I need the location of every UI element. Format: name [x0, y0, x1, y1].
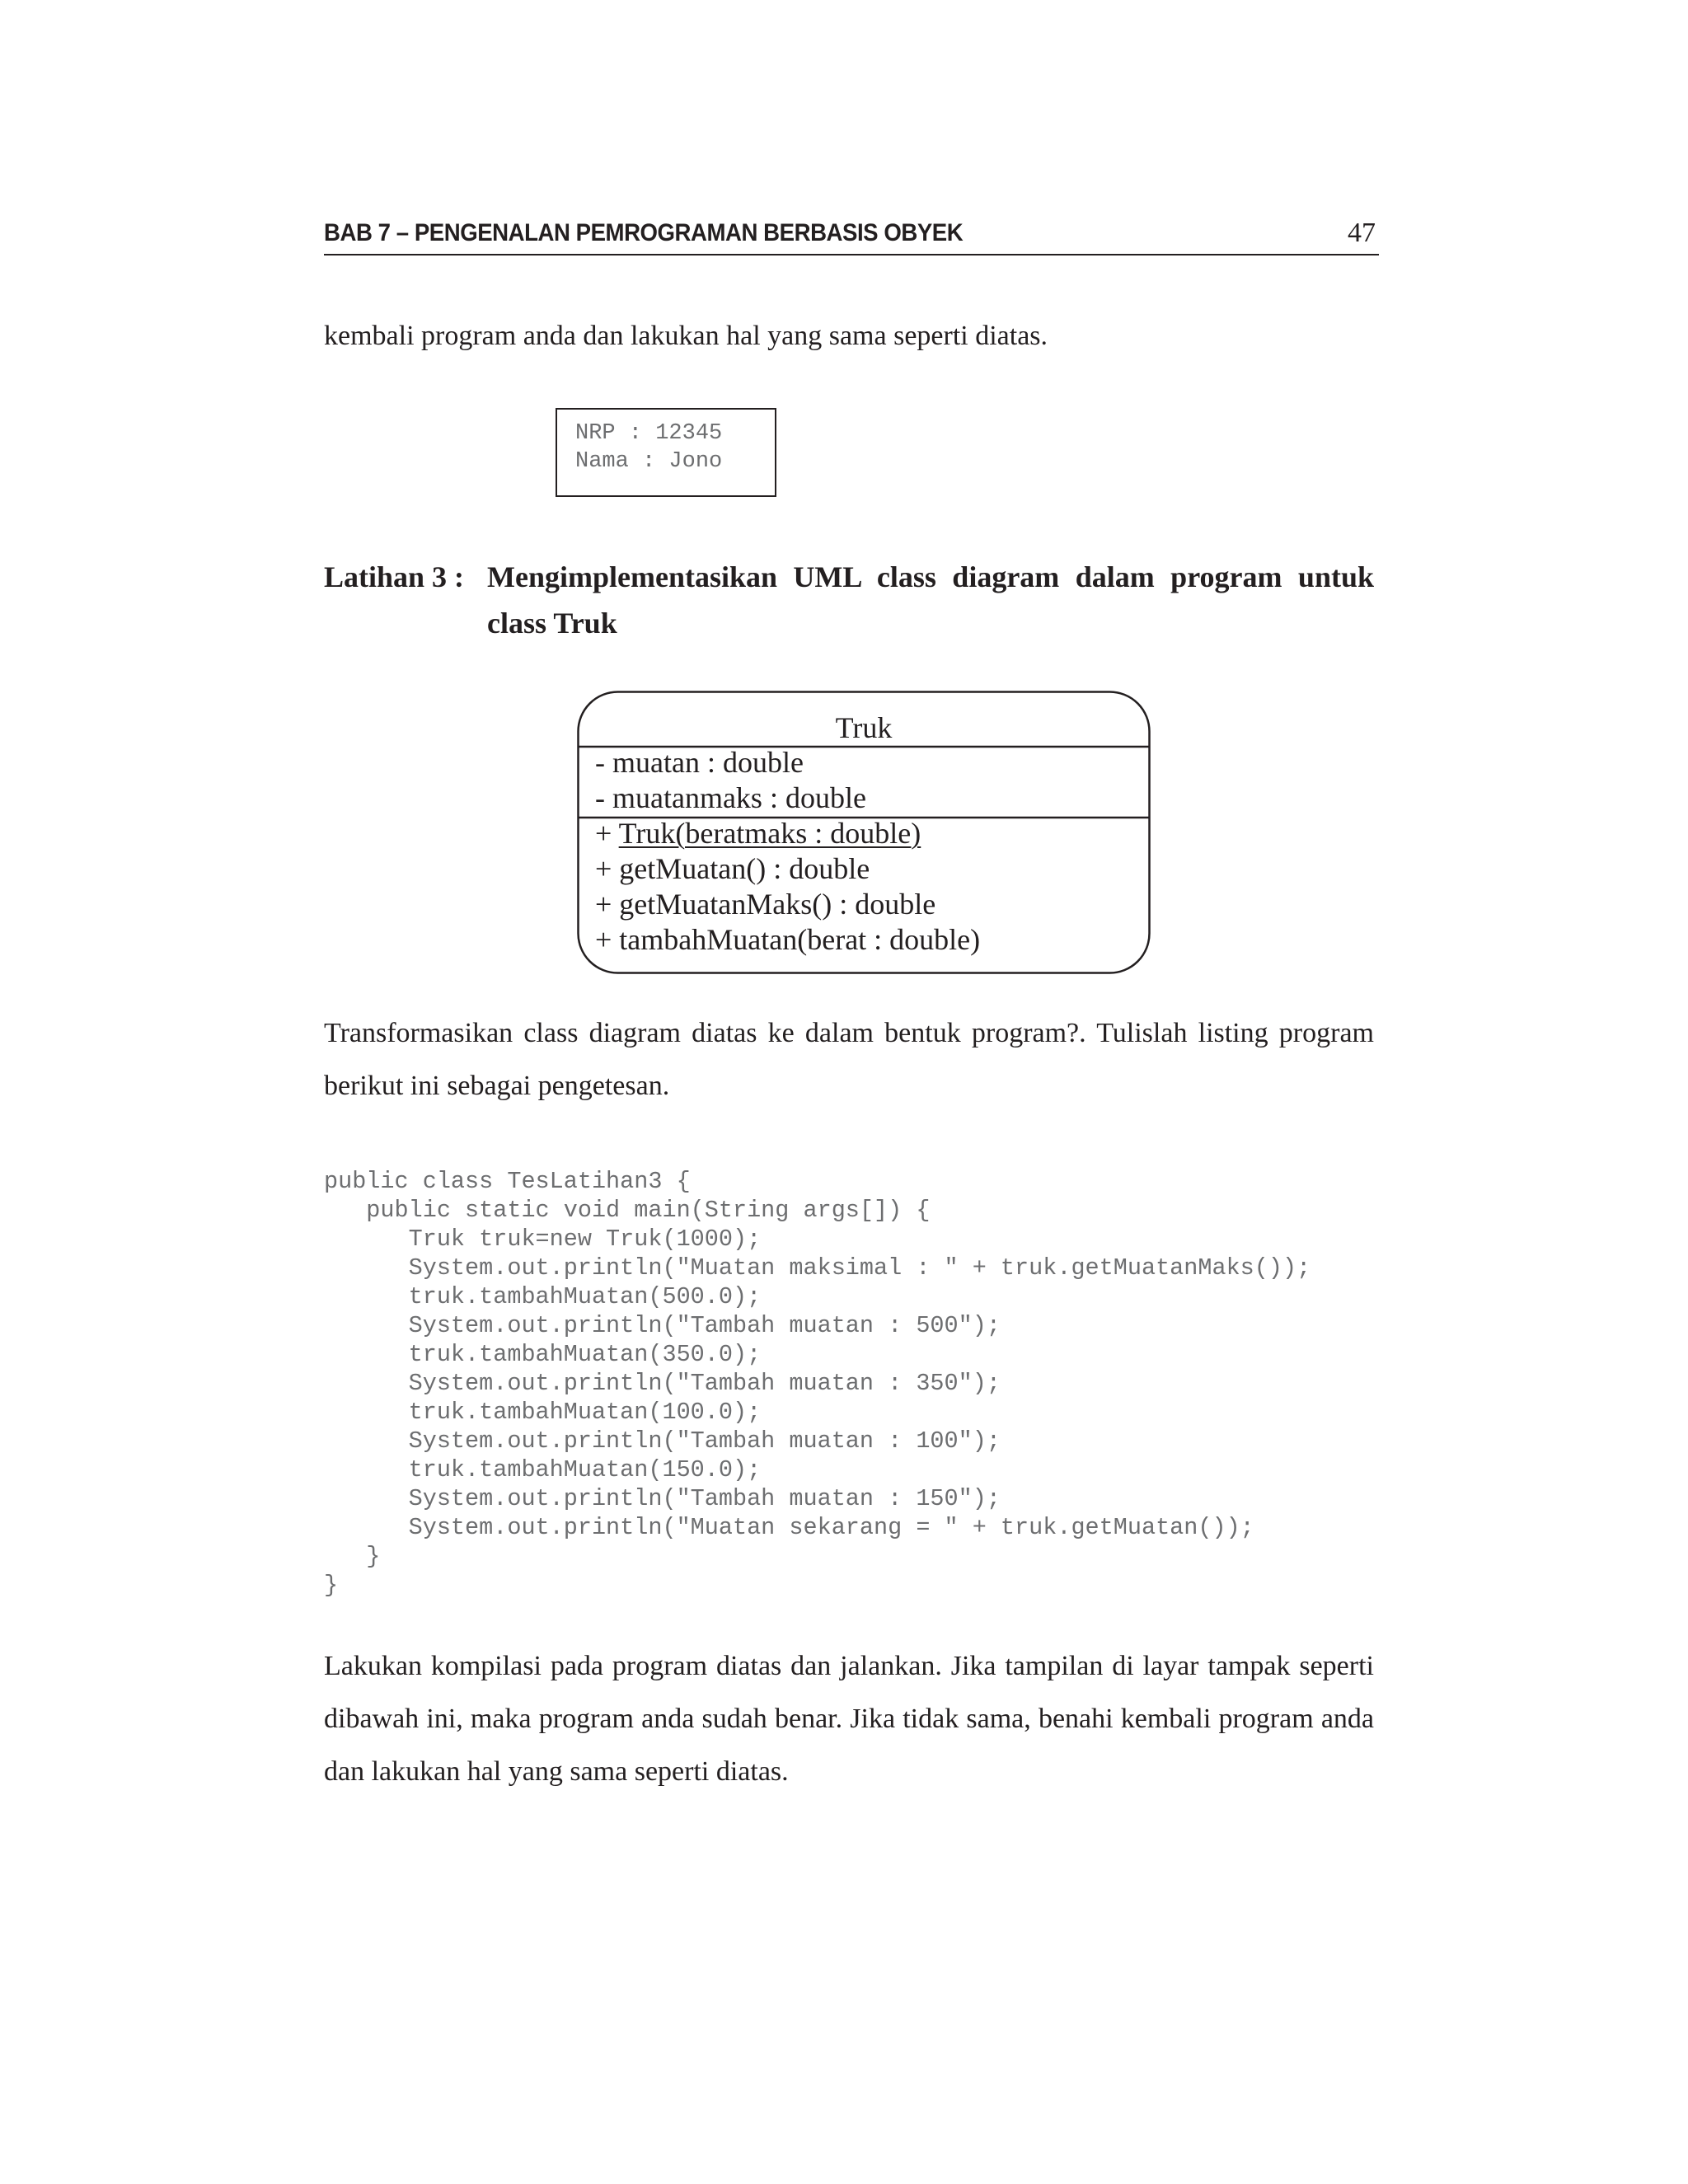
chapter-title: BAB 7 – PENGENALAN PEMROGRAMAN BERBASIS OBYEK [324, 219, 964, 246]
code-line: System.out.println("Muatan sekarang = " + truk.getMuatan()); [324, 1514, 1254, 1541]
code-line: truk.tambahMuatan(100.0); [324, 1399, 762, 1426]
intro-paragraph: kembali program anda dan lakukan hal yang sama seperti diatas. [324, 321, 1048, 351]
uml-constructor-prefix: + [595, 817, 619, 850]
uml-constructor [595, 816, 921, 851]
code-line: System.out.println("Tambah muatan : 350"); [324, 1370, 1001, 1397]
closing-paragraph: Lakukan kompilasi pada program diatas dan jalankan. Jika tampilan di layar tampak seperti dibawah ini, maka program anda sudah benar. Jika tidak sama, benahi kembali program anda dan lakukan hal yang sama seperti diatas. [324, 1651, 1374, 1787]
uml-attribute: - muatan : double [595, 746, 804, 779]
exercise-label: Latihan 3 : [324, 560, 465, 593]
uml-constructor-signature: Truk(beratmaks : double) [618, 817, 921, 850]
uml-attribute: - muatanmaks : double [595, 781, 866, 814]
uml-method: + getMuatanMaks() : double [595, 888, 936, 921]
code-line: System.out.println("Tambah muatan : 500"); [324, 1312, 1001, 1339]
exercise-title: Mengimplementasikan UML class diagram dalam program untuk class Truk [487, 560, 1374, 640]
uml-method: + getMuatan() : double [595, 852, 870, 885]
output-line: NRP : 12345 [575, 421, 723, 446]
uml-class-name: Truk [835, 711, 893, 744]
code-line: System.out.println("Muatan maksimal : " + truk.getMuatanMaks()); [324, 1254, 1311, 1282]
code-line: System.out.println("Tambah muatan : 150"); [324, 1485, 1001, 1512]
code-line: System.out.println("Tambah muatan : 100"); [324, 1427, 1001, 1455]
code-line: public static void main(String args[]) { [324, 1197, 931, 1224]
uml-class-diagram [577, 691, 1151, 974]
output-box [556, 408, 776, 497]
uml-method: + tambahMuatan(berat : double) [595, 923, 981, 956]
code-line: Truk truk=new Truk(1000); [324, 1226, 762, 1253]
output-line: Nama : Jono [575, 449, 723, 474]
instruction-paragraph: Transformasikan class diagram diatas ke dalam bentuk program?. Tulislah listing program berikut ini sebagai pengetesan. [324, 1018, 1374, 1101]
code-listing [324, 1167, 1311, 1600]
code-line: truk.tambahMuatan(500.0); [324, 1283, 762, 1310]
code-line: truk.tambahMuatan(350.0); [324, 1341, 762, 1368]
page-header [324, 216, 1379, 255]
code-line: public class TesLatihan3 { [324, 1168, 691, 1195]
page-number: 47 [1348, 218, 1376, 248]
code-line: } [324, 1543, 381, 1570]
code-line: } [324, 1572, 339, 1599]
code-line: truk.tambahMuatan(150.0); [324, 1456, 762, 1483]
